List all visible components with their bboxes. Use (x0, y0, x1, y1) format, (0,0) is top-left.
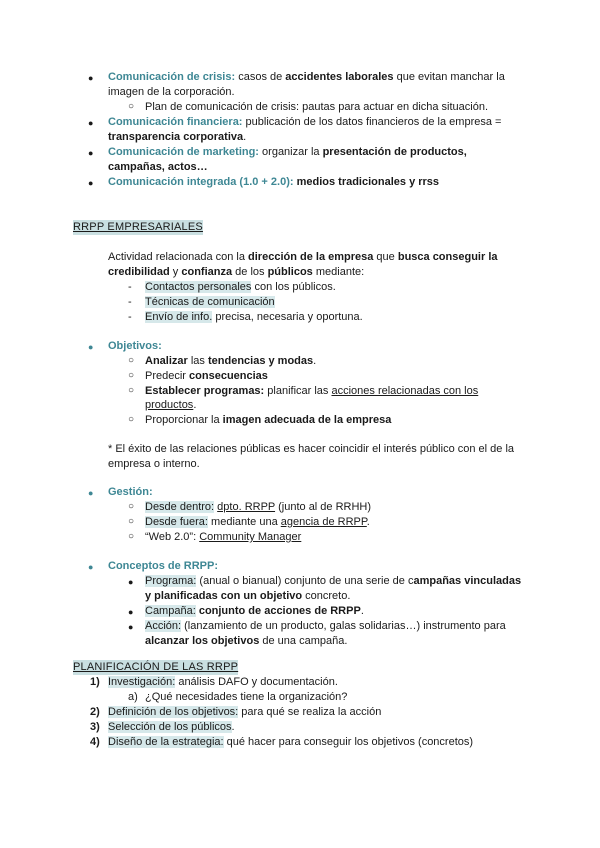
bold-text: busca conseguir la (397, 251, 498, 263)
hollow-bullet-icon: ○ (128, 501, 135, 512)
objetivo-2 (145, 369, 268, 384)
hollow-bullet-icon: ○ (128, 516, 135, 527)
text: planificar las (264, 385, 332, 397)
gestion-3 (145, 530, 301, 545)
rrpp-item-1 (145, 280, 336, 295)
text: análisis DAFO y documentación. (175, 676, 338, 688)
gestion-1 (145, 500, 371, 515)
bullet-icon: ● (88, 118, 94, 128)
highlight-text: Programa: (145, 575, 197, 587)
bold-text: credibilidad (108, 266, 170, 278)
marketing-title: Comunicación de marketing: (108, 146, 259, 158)
objetivo-3 (145, 384, 478, 399)
text: para qué se realiza la acción (238, 706, 382, 718)
gestion-title: Gestión: (108, 486, 153, 498)
conceptos-title: Conceptos de RRPP: (108, 560, 219, 572)
bold-text: presentación de productos, (322, 146, 467, 158)
bold-text: imagen adecuada de la empresa (222, 414, 392, 426)
text: (anual o bianual) conjunto de una serie de c (196, 575, 414, 587)
list-number: 4) (90, 736, 100, 748)
hollow-bullet-icon: ○ (128, 101, 135, 112)
highlight-text: Desde fuera: (145, 516, 208, 528)
highlight-text: Selección de los públicos (108, 721, 232, 733)
financiera-line (108, 115, 501, 130)
bullet-icon: ● (88, 148, 94, 158)
plan-subitem-a: ¿Qué necesidades tiene la organización? (145, 691, 348, 703)
bullet-icon: ● (128, 622, 134, 632)
bold-text: confianza (181, 266, 233, 278)
text: qué hacer para conseguir los objetivos (concretos) (223, 736, 474, 748)
highlight-text: Técnicas de comunicación (145, 296, 275, 308)
list-number: 3) (90, 721, 100, 733)
text: . (360, 605, 364, 617)
text: mediante: (312, 266, 365, 278)
concepto-2 (145, 604, 364, 619)
text: organizar la (258, 146, 323, 158)
bold-text: consecuencias (189, 370, 268, 382)
integrada-title: Comunicación integrada (1.0 + 2.0): (108, 176, 294, 188)
underlined-text: acciones relacionadas con los (331, 385, 479, 397)
text: las (187, 355, 208, 367)
bullet-icon: ● (128, 607, 134, 617)
underlined-text: dpto. RRPP (217, 501, 276, 513)
list-number: 2) (90, 706, 100, 718)
integrada-line (108, 175, 439, 190)
underlined-text: productos (145, 399, 194, 411)
text: de una campaña. (259, 635, 348, 647)
bold-text: accidentes laborales (285, 71, 394, 83)
text: . (366, 516, 370, 528)
concepto-1-line-2 (145, 589, 350, 604)
text: . (193, 399, 197, 411)
bullet-icon: ● (128, 577, 134, 587)
text: concreto. (302, 590, 351, 602)
concepto-3-line-2 (145, 634, 347, 649)
concepto-1 (145, 574, 521, 589)
dash-bullet-icon: - (128, 281, 132, 293)
text: Predecir (145, 370, 190, 382)
bold-text: tendencias y modas (207, 355, 314, 367)
plan-item-2 (108, 705, 381, 720)
rrpp-paragraph-line-2 (108, 265, 364, 280)
gestion-2 (145, 515, 370, 530)
bold-text: dirección de la empresa (248, 251, 374, 263)
dash-bullet-icon: - (128, 296, 132, 308)
marketing-line (108, 145, 467, 160)
underlined-text: Community Manager (199, 531, 302, 543)
highlight-text: Investigación: (108, 676, 176, 688)
bold-text: alcanzar los objetivos (145, 635, 260, 647)
hollow-bullet-icon: ○ (128, 531, 135, 542)
bold-text: medios tradicionales y rrss (293, 176, 440, 188)
highlight-text: Envío de info. (145, 311, 213, 323)
concepto-3 (145, 619, 506, 634)
plan-item-4 (108, 735, 473, 750)
bold-text: transparencia corporativa (108, 131, 244, 143)
text: . (243, 131, 247, 143)
hollow-bullet-icon: ○ (128, 385, 135, 396)
plan-item-1 (108, 675, 338, 690)
crisis-title: Comunicación de crisis: (108, 71, 236, 83)
bullet-icon: ● (88, 562, 94, 572)
bullet-icon: ● (88, 342, 94, 352)
text: con los públicos. (251, 281, 336, 293)
text: (lanzamiento de un producto, galas solidarias…) instrumento para (181, 620, 506, 632)
bold-text: públicos (267, 266, 313, 278)
rrpp-item-3 (145, 310, 363, 325)
text: y (169, 266, 182, 278)
note-line-1: * El éxito de las relaciones públicas es hacer coincidir el interés público con el de la (108, 443, 515, 455)
text: Actividad relacionada con la (108, 251, 249, 263)
text: . (313, 355, 317, 367)
rrpp-paragraph-line-1 (108, 250, 498, 265)
hollow-bullet-icon: ○ (128, 370, 135, 381)
bold-text: y planificadas con un objetivo (145, 590, 303, 602)
text: (junto al de RRHH) (275, 501, 372, 513)
bold-text: conjunto de acciones de RRPP (195, 605, 361, 617)
highlight-text: Diseño de la estrategia: (108, 736, 224, 748)
highlight-text: Definición de los objetivos: (108, 706, 239, 718)
underlined-text: agencia de RRPP (280, 516, 367, 528)
text: precisa, necesaria y oportuna. (212, 311, 363, 323)
sublist-letter: a) (128, 691, 138, 703)
objetivo-3-line-2 (145, 398, 196, 413)
note-line-2: empresa o interno. (108, 458, 200, 470)
bold-text: Analizar (145, 355, 188, 367)
section-heading-planificacion: PLANIFICACIÓN DE LAS RRPP (73, 661, 239, 673)
text: casos de (235, 71, 286, 83)
highlight-text: Campaña: (145, 605, 196, 617)
bullet-icon: ● (88, 488, 94, 498)
text: Proporcionar la (145, 414, 223, 426)
dash-bullet-icon: - (128, 311, 132, 323)
text: mediante una (207, 516, 281, 528)
objetivos-title: Objetivos: (108, 340, 162, 352)
marketing-line-2: campañas, actos… (108, 161, 208, 173)
financiera-line-2 (108, 130, 246, 145)
hollow-bullet-icon: ○ (128, 355, 135, 366)
plan-item-3 (108, 720, 235, 735)
rrpp-item-2 (145, 295, 275, 310)
text: “Web 2.0”: (145, 531, 200, 543)
highlight-text: Acción: (145, 620, 182, 632)
text: que (373, 251, 398, 263)
bold-text: ampañas vinculadas (413, 575, 522, 587)
text: publicación de los datos financieros de la empresa = (242, 116, 502, 128)
bullet-icon: ● (88, 73, 94, 83)
highlight-text: Desde dentro: (145, 501, 215, 513)
text: que evitan manchar la (393, 71, 505, 83)
text: de los (232, 266, 268, 278)
crisis-sub: Plan de comunicación de crisis: pautas para actuar en dicha situación. (145, 101, 489, 113)
objetivo-4 (145, 413, 391, 428)
financiera-title: Comunicación financiera: (108, 116, 243, 128)
crisis-line (108, 70, 505, 85)
section-heading-rrpp: RRPP EMPRESARIALES (73, 221, 203, 233)
list-number: 1) (90, 676, 100, 688)
bullet-icon: ● (88, 178, 94, 188)
text: . (231, 721, 235, 733)
highlight-text: Contactos personales (145, 281, 252, 293)
hollow-bullet-icon: ○ (128, 414, 135, 425)
objetivo-1 (145, 354, 316, 369)
crisis-line-2: imagen de la corporación. (108, 86, 235, 98)
bold-text: Establecer programas: (145, 385, 265, 397)
